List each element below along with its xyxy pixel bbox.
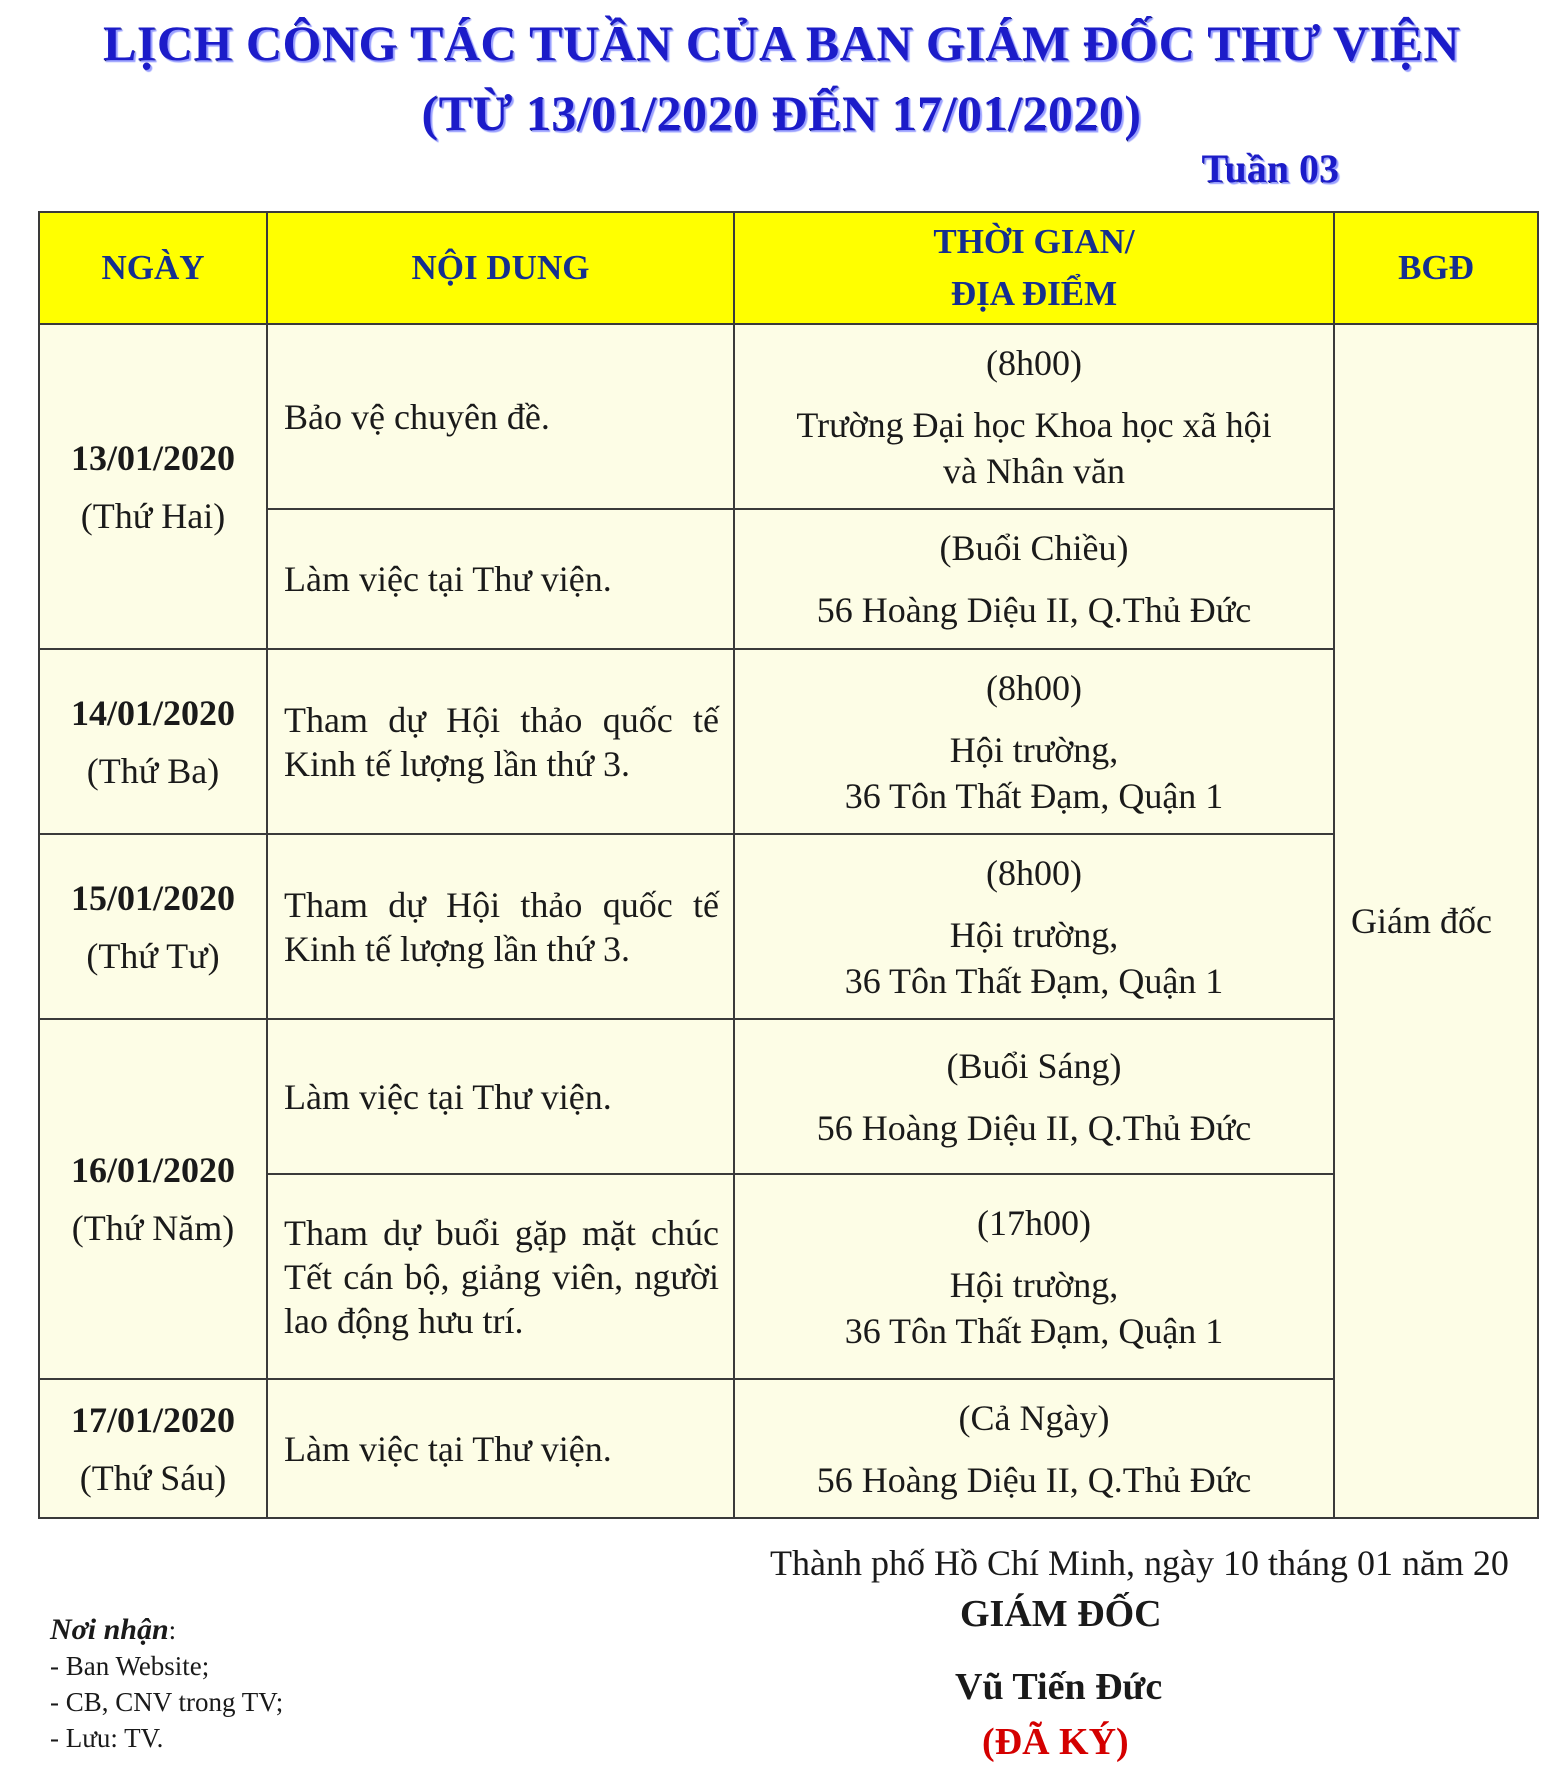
week-label: Tuần 03 (1201, 146, 1339, 191)
recipients-heading: Nơi nhận (50, 1613, 169, 1646)
header-bgd: BGĐ (1334, 212, 1538, 324)
recipients-heading-line (50, 1612, 283, 1648)
table-header-row (39, 212, 1538, 324)
time-place-cell (734, 1019, 1334, 1174)
place-line: 36 Tôn Thất Đạm, Quận 1 (844, 1310, 1224, 1351)
place-line: 56 Hoàng Diệu II, Q.Thủ Đức (816, 590, 1252, 630)
recipients-block (50, 1612, 283, 1756)
place-line: 56 Hoàng Diệu II, Q.Thủ Đức (816, 1459, 1252, 1500)
signed-mark: (ĐÃ KÝ) (982, 1721, 1129, 1763)
date: 16/01/2020 (70, 1150, 235, 1190)
time: (17h00) (977, 1202, 1091, 1243)
document-date-range: (TỪ 13/01/2020 ĐẾN 17/01/2020) (421, 85, 1142, 141)
content-cell: Làm việc tại Thư viện. (267, 1019, 734, 1174)
date-cell (39, 834, 267, 1019)
place-line: Hội trường, (949, 1264, 1119, 1305)
header-content: NỘI DUNG (267, 212, 734, 324)
date: 14/01/2020 (70, 692, 235, 733)
date: 13/01/2020 (70, 437, 235, 478)
time: (Buổi Sáng) (946, 1045, 1122, 1086)
content-cell: Làm việc tại Thư viện. (267, 1379, 734, 1518)
content-cell: Bảo vệ chuyên đề. (267, 324, 734, 509)
header-time: THỜI GIAN/ (933, 222, 1135, 261)
weekday: (Thứ Ba) (86, 750, 220, 791)
time-place-cell (734, 509, 1334, 649)
time: (8h00) (986, 667, 1082, 708)
time: (Cả Ngày) (958, 1397, 1110, 1438)
bgd-cell: Giám đốc (1334, 324, 1538, 1518)
time: (8h00) (986, 342, 1082, 383)
content-cell: Tham dự Hội thảo quốc tế Kinh tế lượng lần thứ 3. (267, 649, 734, 834)
table-row (39, 1379, 1538, 1518)
table-row (39, 1019, 1538, 1174)
recipients-colon: : (168, 1615, 177, 1645)
place-line: 36 Tôn Thất Đạm, Quận 1 (844, 960, 1224, 1001)
date: 17/01/2020 (70, 1399, 235, 1440)
place-line: Trường Đại học Khoa học xã hội (796, 404, 1272, 445)
time: (8h00) (986, 852, 1082, 893)
time: (Buổi Chiều) (939, 528, 1129, 568)
date-cell (39, 1379, 267, 1518)
place-line: Hội trường, (949, 729, 1119, 770)
content-cell: Tham dự buổi gặp mặt chúc Tết cán bộ, giảng viên, người lao động hưu trí. (267, 1174, 734, 1379)
date-cell (39, 1019, 267, 1379)
time-place-cell (734, 649, 1334, 834)
weekday: (Thứ Năm) (71, 1208, 235, 1248)
weekday: (Thứ Sáu) (79, 1457, 227, 1498)
schedule-table (38, 211, 1539, 1519)
table-row (39, 649, 1538, 834)
place-and-date: Thành phố Hồ Chí Minh, ngày 10 tháng 01 năm 20 (770, 1543, 1509, 1583)
recipient-item: - CB, CNV trong TV; (50, 1687, 284, 1717)
header-date: NGÀY (39, 212, 267, 324)
signer-role: GIÁM ĐỐC (960, 1593, 1162, 1635)
recipient-item: - Ban Website; (50, 1651, 210, 1681)
content-cell: Tham dự Hội thảo quốc tế Kinh tế lượng lần thứ 3. (267, 834, 734, 1019)
header-place: ĐỊA ĐIỂM (950, 274, 1118, 313)
time-place-cell (734, 1379, 1334, 1518)
time-place-cell (734, 324, 1334, 509)
place-line: 56 Hoàng Diệu II, Q.Thủ Đức (816, 1107, 1252, 1148)
header-time-place (734, 212, 1334, 324)
table-row (39, 324, 1538, 509)
signer-name: Vũ Tiến Đức (955, 1666, 1163, 1708)
place-line: 36 Tôn Thất Đạm, Quận 1 (844, 775, 1224, 816)
date-cell (39, 649, 267, 834)
recipient-item: - Lưu: TV. (50, 1723, 164, 1753)
time-place-cell (734, 1174, 1334, 1379)
document-title: LỊCH CÔNG TÁC TUẦN CỦA BAN GIÁM ĐỐC THƯ VIỆN (103, 15, 1460, 71)
place-line: và Nhân văn (943, 450, 1125, 491)
date: 15/01/2020 (70, 877, 235, 918)
weekday: (Thứ Hai) (80, 495, 226, 536)
table-row (39, 834, 1538, 1019)
time-place-cell (734, 834, 1334, 1019)
content-cell: Làm việc tại Thư viện. (267, 509, 734, 649)
date-cell (39, 324, 267, 649)
place-line: Hội trường, (949, 914, 1119, 955)
weekday: (Thứ Tư) (86, 935, 220, 976)
